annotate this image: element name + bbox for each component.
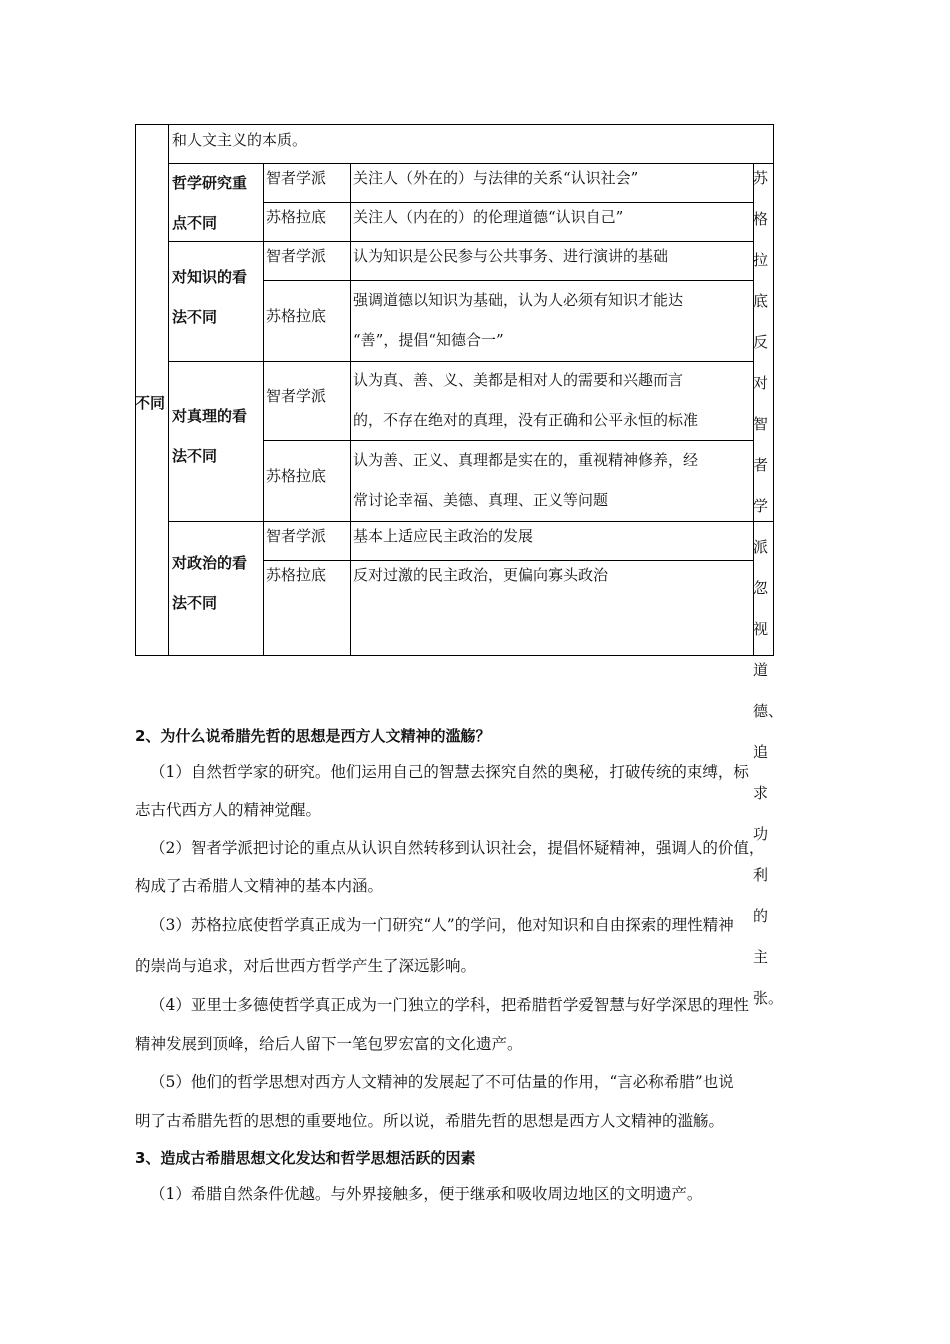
table-school-cell: 苏格拉底 (266, 467, 327, 485)
table-category-cell (170, 163, 247, 243)
table-category-cell (170, 543, 247, 623)
table-school-cell: 苏格拉底 (266, 208, 327, 226)
note-line: 追求 (753, 743, 769, 802)
table-category-cell (170, 396, 247, 476)
paragraph-line: （3）苏格拉底使哲学真正成为一门研究“人”的学问，他对知识和自由探索的理性精神 (150, 916, 734, 934)
table-text-cell: 关注人（内在的）的伦理道德“认识自己” (353, 208, 624, 226)
text-line: 强调道德以知识为基础，认为人必须有知识才能达 (353, 291, 684, 309)
note-line: 苏格 (753, 169, 769, 228)
table-category-cell (170, 257, 247, 337)
note-line: 道 (753, 661, 769, 679)
paragraph-line: （2）智者学派把讨论的重点从认识自然转移到认识社会，提倡怀疑精神，强调人的价值， (150, 839, 765, 857)
text-line: 常讨论幸福、美德、真理、正义等问题 (353, 491, 609, 509)
category-line: 法不同 (172, 447, 218, 465)
category-line: 对真理的看 (172, 407, 248, 425)
paragraph-line: （1）希腊自然条件优越。与外界接触多，便于继承和吸收周边地区的文明遗产。 (150, 1185, 703, 1203)
table-text-cell: 认为知识是公民参与公共事务、进行演讲的基础 (353, 247, 669, 265)
category-line: 对知识的看 (172, 268, 248, 286)
paragraph-line: 精神发展到顶峰，给后人留下一笔包罗宏富的文化遗产。 (135, 1035, 523, 1053)
note-line: 德、 (753, 702, 784, 720)
note-line: 反对 (753, 333, 769, 392)
table-school-cell: 苏格拉底 (266, 566, 327, 584)
paragraph-line: （5）他们的哲学思想对西方人文精神的发展起了不可估量的作用，“言必称希腊”也说 (150, 1073, 734, 1091)
table-text-cell (351, 440, 698, 520)
note-line: 忽视 (753, 579, 769, 638)
category-line: 法不同 (172, 308, 218, 326)
paragraph-line: 志古代西方人的精神觉醒。 (135, 801, 322, 819)
paragraph-line: 的崇尚与追求，对后世西方哲学产生了深远影响。 (135, 957, 477, 975)
note-line: 张。 (753, 989, 784, 1007)
table-text-cell (351, 360, 698, 440)
paragraph-line: 明了古希腊先哲的思想的重要地位。所以说，希腊先哲的思想是西方人文精神的滥觞。 (135, 1112, 725, 1130)
note-line: 功利 (753, 825, 769, 884)
category-line: 哲学研究重 (172, 174, 248, 192)
table-school-cell: 智者学派 (266, 387, 327, 405)
table-text-cell: 关注人（外在的）与法律的关系“认识社会” (353, 169, 639, 187)
table-text-cell: 反对过激的民主政治，更偏向寡头政治 (353, 566, 609, 584)
table-top-row-text: 和人文主义的本质。 (172, 131, 308, 149)
table-school-cell: 智者学派 (266, 247, 327, 265)
category-line: 点不同 (172, 214, 218, 232)
section-heading: 3、造成古希腊思想文化发达和哲学思想活跃的因素 (135, 1149, 476, 1167)
table-group-label: 不同 (135, 394, 166, 412)
category-line: 法不同 (172, 594, 218, 612)
table-school-cell: 苏格拉底 (266, 307, 327, 325)
table-text-cell (351, 280, 683, 360)
table-school-cell: 智者学派 (266, 527, 327, 545)
text-line: “善”，提倡“知德合一” (353, 331, 504, 349)
category-line: 对政治的看 (172, 554, 248, 572)
paragraph-line: （1）自然哲学家的研究。他们运用自己的智慧去探究自然的奥秘，打破传统的束缚，标 (150, 763, 749, 781)
note-line: 的主 (753, 907, 769, 966)
note-line: 拉底 (753, 251, 769, 310)
paragraph-line: 构成了古希腊人文精神的基本内涵。 (135, 877, 384, 895)
table-school-cell: 智者学派 (266, 169, 327, 187)
paragraph-line: （4）亚里士多德使哲学真正成为一门独立的学科，把希腊哲学爱智慧与好学深思的理性 (150, 996, 749, 1014)
text-line: 的，不存在绝对的真理，没有正确和公平永恒的标准 (353, 411, 699, 429)
table-text-cell: 基本上适应民主政治的发展 (353, 527, 534, 545)
note-line: 学派 (753, 497, 769, 556)
text-line: 认为善、正义、真理都是实在的，重视精神修养，经 (353, 451, 699, 469)
text-line: 认为真、善、义、美都是相对人的需要和兴趣而言 (353, 371, 684, 389)
section-heading: 2、为什么说希腊先哲的思想是西方人文精神的滥觞？ (135, 727, 491, 745)
note-line: 智者 (753, 415, 769, 474)
